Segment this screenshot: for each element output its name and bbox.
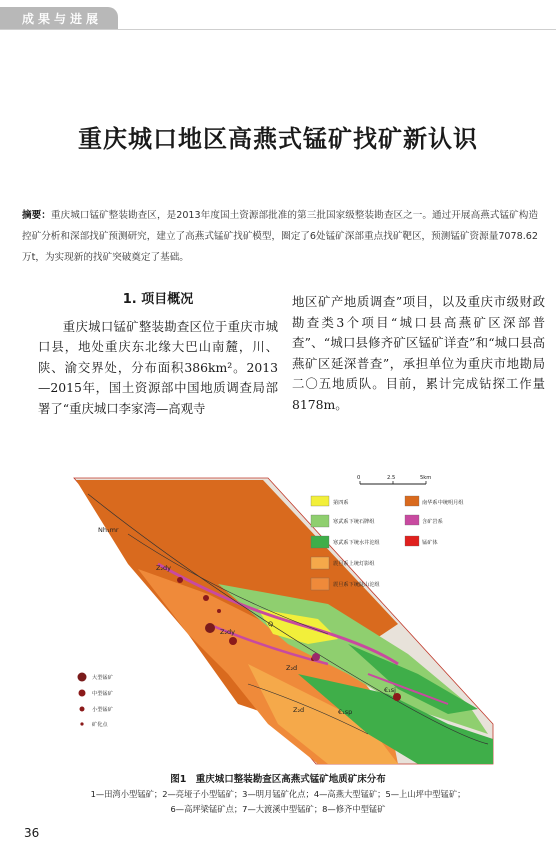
svg-text:小型锰矿: 小型锰矿 <box>92 707 113 713</box>
section-label: 成果与进展 <box>22 12 103 26</box>
svg-text:大型锰矿: 大型锰矿 <box>92 675 113 681</box>
svg-text:5km: 5km <box>420 475 432 481</box>
geologic-map <box>68 474 498 766</box>
page-number: 36 <box>24 826 40 840</box>
map-label: Nh₁mr <box>98 526 119 534</box>
right-column <box>292 292 545 415</box>
map-label: Z₂d <box>293 706 305 714</box>
figure-caption-line: 1—田湾小型锰矿；2—亮垭子小型锰矿；3—明月锰矿化点；4—高燕大型锰矿；5—上山坪中型锰矿； <box>90 789 466 799</box>
header-rule <box>0 29 556 30</box>
map-label: Z₂dy <box>156 564 172 572</box>
svg-text:锰矿体: 锰矿体 <box>422 540 438 546</box>
svg-text:第四系: 第四系 <box>333 500 349 506</box>
deposit-small-2 <box>203 595 209 601</box>
map-label: Q <box>268 620 274 628</box>
svg-text:震旦系下统陡山沱组: 震旦系下统陡山沱组 <box>333 582 380 588</box>
map-label: €₁sp <box>338 708 353 716</box>
figure-caption-title: 图1 重庆城口整装勘查区高燕式锰矿地质矿床分布 <box>170 774 386 785</box>
svg-text:寒武系下统石牌组: 寒武系下统石牌组 <box>333 519 375 525</box>
deposit-medium <box>229 637 237 645</box>
svg-text:2.5: 2.5 <box>387 475 396 481</box>
section-paragraph: 重庆城口锰矿整装勘查区位于重庆市城口县，地处重庆东北缘大巴山南麓，川、陕、渝交界处，分布面积386km²。2013—2015年，国土资源部中国地质调查局部署了“重庆城口李家湾—高观寺 <box>38 318 278 416</box>
svg-text:南华系中统明月组: 南华系中统明月组 <box>422 500 464 506</box>
map-label: Z₂dy <box>220 628 236 636</box>
article-title: 重庆城口地区高燕式锰矿找矿新认识 <box>78 125 478 153</box>
svg-text:寒武系下统水井沱组: 寒武系下统水井沱组 <box>333 540 380 546</box>
section-tab <box>0 7 118 29</box>
geologic-map-figure <box>68 474 498 766</box>
svg-text:震旦系上统灯影组: 震旦系上统灯影组 <box>333 561 375 567</box>
deposit-large <box>205 623 215 633</box>
map-label: Z₂d <box>286 664 298 672</box>
deposit-medium-2 <box>393 693 401 701</box>
abstract <box>22 205 538 268</box>
deposit-medium-3 <box>312 653 320 661</box>
abstract-text: 重庆城口锰矿整装勘查区，是2013年度国土资源部批准的第三批国家级整装勘查区之一。通过开展高燕式锰矿构造控矿分析和深部找矿预测研究，建立了高燕式锰矿找矿模型，圈定了6处锰矿深部重点找矿靶区，预测锰矿资源量7078.62万t，为实现新的找矿突破奠定了基础。 <box>22 210 538 263</box>
figure-caption-line: 6—高坪梁锰矿点；7—大渡溪中型锰矿；8—修齐中型锰矿 <box>170 804 386 814</box>
mineralization-point <box>217 609 221 613</box>
svg-text:矿化点: 矿化点 <box>92 722 108 728</box>
section-paragraph-continued: 地区矿产地质调查”项目，以及重庆市级财政勘查类3个项目“城口县高燕矿区深部普查”、“城口县修齐矿区锰矿详查”和“城口县高燕矿区延深普查”，承担单位为重庆市地勘局二〇五地质队。目前，累计完成钻探工作量8178m。 <box>292 294 545 412</box>
svg-text:中型锰矿: 中型锰矿 <box>92 691 113 697</box>
section-heading: 1. 项目概况 <box>122 292 194 307</box>
abstract-label: 摘要： <box>22 210 51 221</box>
svg-text:含矿岩系: 含矿岩系 <box>422 519 443 525</box>
deposit-small <box>177 577 183 583</box>
map-label: €₁sj <box>384 686 396 694</box>
svg-text:0: 0 <box>357 475 361 481</box>
left-column <box>38 290 278 419</box>
